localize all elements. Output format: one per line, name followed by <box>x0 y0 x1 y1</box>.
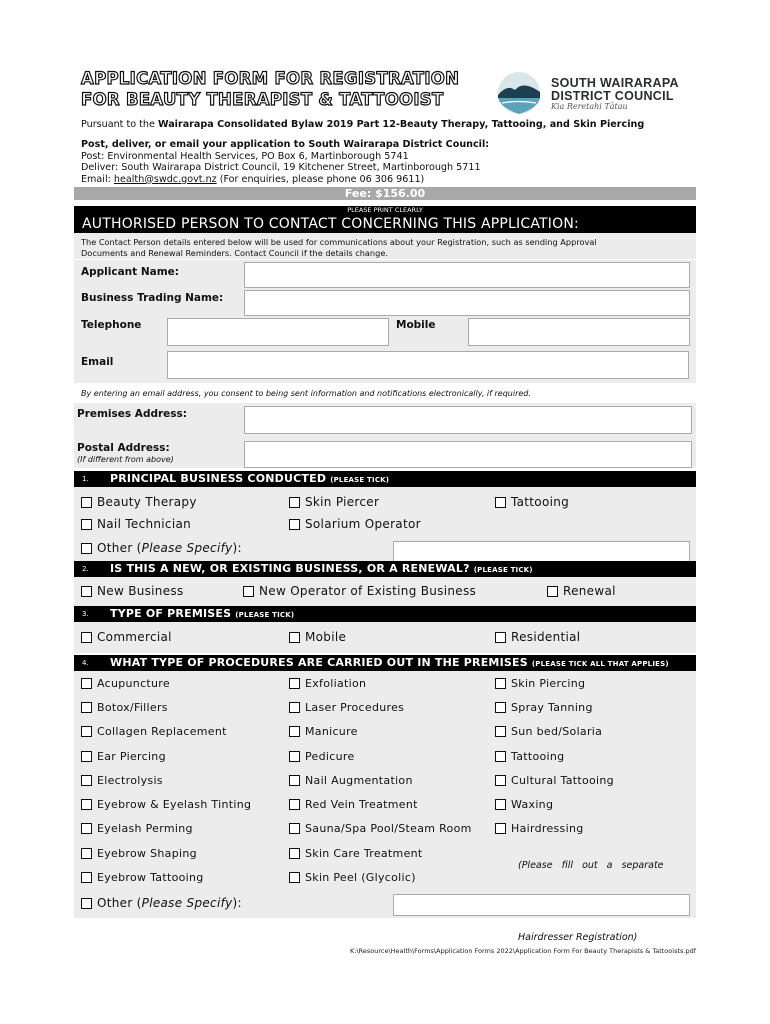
checkbox-residential[interactable] <box>495 630 580 644</box>
checkbox-box[interactable] <box>289 678 300 689</box>
hair-note-line-1: (Please fill out a separate <box>518 860 664 871</box>
procedure-label: Manicure <box>305 725 358 738</box>
section-1-title <box>110 471 389 488</box>
checkbox-box[interactable] <box>81 898 92 909</box>
checkbox-box[interactable] <box>289 751 300 762</box>
email-label: Email <box>81 356 114 368</box>
procedure-label: Sun bed/Solaria <box>511 725 603 738</box>
checkbox-box[interactable] <box>289 848 300 859</box>
section-2-tick-note: (PLEASE TICK) <box>473 566 533 574</box>
applicant-name-label: Applicant Name: <box>81 266 179 278</box>
section-3-header <box>74 606 696 622</box>
checkbox-acupuncture[interactable] <box>81 677 170 690</box>
checkbox-box[interactable] <box>289 632 300 643</box>
checkbox-box[interactable] <box>289 823 300 834</box>
procedure-label: Eyebrow Tattooing <box>97 871 204 884</box>
checkbox-cultural-tattooing[interactable] <box>495 774 614 787</box>
contact-desc-line-2: Documents and Renewal Reminders. Contact Council if the details change. <box>81 248 388 258</box>
section-1-header <box>74 471 696 487</box>
council-name-line-2: DISTRICT COUNCIL <box>551 89 674 103</box>
section-1-number: 1. <box>82 475 89 483</box>
procedure-label: Collagen Replacement <box>97 725 227 738</box>
checkbox-box[interactable] <box>495 632 506 643</box>
checkbox-box[interactable] <box>81 543 92 554</box>
checkbox-box[interactable] <box>81 726 92 737</box>
checkbox-box[interactable] <box>495 799 506 810</box>
hair-note-line-3: Hairdresser Registration) <box>518 932 638 943</box>
option-label: Beauty Therapy <box>97 495 197 509</box>
procedure-label: Electrolysis <box>97 774 163 787</box>
council-logo-icon <box>493 70 545 116</box>
procedure-label: Tattooing <box>511 750 565 763</box>
option-label: Nail Technician <box>97 517 192 531</box>
checkbox-sun-bed-solaria[interactable] <box>495 725 602 738</box>
checkbox-box[interactable] <box>495 823 506 834</box>
section-1-tick-note: (PLEASE TICK) <box>330 476 390 484</box>
checkbox-box[interactable] <box>81 678 92 689</box>
checkbox-eyelash-perming[interactable] <box>81 822 193 835</box>
checkbox-eyebrow-tattooing[interactable] <box>81 871 204 884</box>
checkbox-box[interactable] <box>81 702 92 713</box>
checkbox-new-operator[interactable] <box>243 584 476 598</box>
telephone-label: Telephone <box>81 319 142 331</box>
section-3-number: 3. <box>82 610 89 618</box>
checkbox-box[interactable] <box>289 799 300 810</box>
checkbox-skin-piercing[interactable] <box>495 677 585 690</box>
applicant-name-field[interactable] <box>244 262 690 288</box>
checkbox-box[interactable] <box>289 702 300 713</box>
checkbox-ear-piercing[interactable] <box>81 750 166 763</box>
procedure-label: Sauna/Spa Pool/Steam Room <box>305 822 472 835</box>
section-2-number: 2. <box>82 565 89 573</box>
checkbox-box[interactable] <box>81 775 92 786</box>
checkbox-beauty-therapy[interactable] <box>81 495 197 509</box>
procedure-label: Skin Piercing <box>511 677 586 690</box>
procedure-label: Skin Care Treatment <box>305 847 423 860</box>
business-name-field[interactable] <box>244 290 690 316</box>
procedure-label: Eyebrow & Eyelash Tinting <box>97 798 252 811</box>
option-label: New Business <box>97 584 184 598</box>
form-title <box>81 68 459 110</box>
procedure-label: Ear Piercing <box>97 750 166 763</box>
checkbox-box[interactable] <box>495 751 506 762</box>
file-path-footer: K:\Resource\Health\Forms\Application Forms 2022\Application Form For Beauty Therapists & Tattooists.pdf <box>350 947 696 955</box>
mobile-label: Mobile <box>396 319 436 331</box>
checkbox-solarium-operator[interactable] <box>289 517 421 531</box>
procedure-label: Laser Procedures <box>305 701 405 714</box>
checkbox-box[interactable] <box>289 775 300 786</box>
mobile-field[interactable] <box>468 318 690 346</box>
section-2-title <box>110 561 533 578</box>
procedure-label: Pedicure <box>305 750 355 763</box>
checkbox-hairdressing[interactable] <box>495 822 584 835</box>
option-label: Solarium Operator <box>305 517 421 531</box>
council-email-link[interactable]: health@swdc.govt.nz <box>113 173 217 185</box>
section-3-tick-note: (PLEASE TICK) <box>235 611 295 619</box>
email-prefix: Email: <box>81 173 114 185</box>
council-name <box>551 77 679 103</box>
checkbox-box[interactable] <box>81 799 92 810</box>
other-end: ): <box>232 541 242 555</box>
checkbox-tattooing[interactable] <box>495 750 564 763</box>
print-clearly-banner: PLEASE PRINT CLEARLY <box>74 206 696 215</box>
council-name-line-1: SOUTH WAIRARAPA <box>551 76 679 90</box>
telephone-field[interactable] <box>167 318 389 346</box>
section-4-title <box>110 655 669 672</box>
title-line-2: FOR BEAUTY THERAPIST & TATTOOIST <box>81 90 444 109</box>
checkbox-box[interactable] <box>243 586 254 597</box>
premises-address-field[interactable] <box>244 406 692 434</box>
other-end: ): <box>232 896 242 910</box>
checkbox-spray-tanning[interactable] <box>495 701 593 714</box>
procedure-label: Spray Tanning <box>511 701 593 714</box>
bylaw-reference: Wairarapa Consolidated Bylaw 2019 Part 12-Beauty Therapy, Tattooing, and Skin Piercing <box>157 119 645 130</box>
checkbox-commercial[interactable] <box>81 630 172 644</box>
option-label: Commercial <box>97 630 172 644</box>
procedure-label: Eyelash Perming <box>97 822 193 835</box>
checkbox-manicure[interactable] <box>289 725 358 738</box>
checkbox-botox-fillers[interactable] <box>81 701 168 714</box>
checkbox-eyebrow-eyelash-tinting[interactable] <box>81 798 251 811</box>
other-business-field[interactable] <box>393 541 690 563</box>
checkbox-red-vein-treatment[interactable] <box>289 798 418 811</box>
checkbox-nail-technician[interactable] <box>81 517 191 531</box>
fee-banner: Fee: $156.00 <box>74 187 696 200</box>
option-label: Mobile <box>305 630 347 644</box>
postal-address-label: Postal Address: <box>77 442 170 454</box>
title-line-1: APPLICATION FORM FOR REGISTRATION <box>81 69 460 88</box>
checkbox-electrolysis[interactable] <box>81 774 163 787</box>
other-specify: Please Specify <box>141 896 233 910</box>
checkbox-laser-procedures[interactable] <box>289 701 404 714</box>
procedure-label: Exfoliation <box>305 677 367 690</box>
premises-address-label: Premises Address: <box>77 408 187 420</box>
other-procedure-field[interactable] <box>393 894 690 916</box>
checkbox-nail-augmentation[interactable] <box>289 774 413 787</box>
council-tagline: Kia Reretahi Tātau <box>551 102 628 111</box>
checkbox-box[interactable] <box>81 632 92 643</box>
checkbox-eyebrow-shaping[interactable] <box>81 847 197 860</box>
procedure-label: Acupuncture <box>97 677 170 690</box>
other-specify: Please Specify <box>141 541 233 555</box>
option-label: New Operator of Existing Business <box>259 584 477 598</box>
email-field[interactable] <box>167 351 689 379</box>
procedure-label: Hairdressing <box>511 822 584 835</box>
option-label: Renewal <box>563 584 616 598</box>
email-suffix: (For enquiries, please phone 06 306 9611) <box>216 173 425 185</box>
checkbox-box[interactable] <box>495 497 506 508</box>
checkbox-box[interactable] <box>81 519 92 530</box>
procedure-label: Botox/Fillers <box>97 701 168 714</box>
checkbox-skin-care-treatment[interactable] <box>289 847 423 860</box>
checkbox-box[interactable] <box>495 678 506 689</box>
checkbox-box[interactable] <box>81 872 92 883</box>
section-2-title-text: IS THIS A NEW, OR EXISTING BUSINESS, OR A RENEWAL? <box>110 562 470 575</box>
email-line <box>81 174 489 186</box>
checkbox-renewal[interactable] <box>547 584 616 598</box>
checkbox-pedicure[interactable] <box>289 750 355 763</box>
option-label: Skin Piercer <box>305 495 380 509</box>
postal-address-note: (If different from above) <box>77 455 174 464</box>
checkbox-box[interactable] <box>289 872 300 883</box>
checkbox-other-business[interactable] <box>81 541 242 555</box>
business-name-label: Business Trading Name: <box>81 292 224 304</box>
section-4-header <box>74 655 696 671</box>
contact-heading: AUTHORISED PERSON TO CONTACT CONCERNING THIS APPLICATION: <box>74 215 696 233</box>
checkbox-collagen-replacement[interactable] <box>81 725 227 738</box>
section-3-title <box>110 606 294 623</box>
checkbox-box[interactable] <box>289 519 300 530</box>
checkbox-exfoliation[interactable] <box>289 677 366 690</box>
checkbox-mobile[interactable] <box>289 630 346 644</box>
checkbox-skin-peel-glycolic[interactable] <box>289 871 416 884</box>
procedure-label: Nail Augmentation <box>305 774 413 787</box>
checkbox-tattooing[interactable] <box>495 495 569 509</box>
checkbox-box[interactable] <box>81 823 92 834</box>
checkbox-new-business[interactable] <box>81 584 184 598</box>
contact-desc-line-1: The Contact Person details entered below will be used for communications about your Registration, such as sending Approval <box>81 237 597 247</box>
deliver-address: Deliver: South Wairarapa District Council, 19 Kitchener Street, Martinborough 5711 <box>81 162 481 174</box>
checkbox-box[interactable] <box>289 497 300 508</box>
procedure-label: Red Vein Treatment <box>305 798 418 811</box>
submission-info <box>81 139 489 185</box>
procedure-label: Cultural Tattooing <box>511 774 614 787</box>
other-label: Other ( <box>97 896 142 910</box>
pursuant-line <box>81 119 644 131</box>
divider <box>74 259 696 260</box>
option-label: Tattooing <box>511 495 570 509</box>
checkbox-skin-piercer[interactable] <box>289 495 379 509</box>
checkbox-box[interactable] <box>495 726 506 737</box>
checkbox-box[interactable] <box>81 751 92 762</box>
procedure-label: Eyebrow Shaping <box>97 847 197 860</box>
checkbox-box[interactable] <box>495 702 506 713</box>
submission-heading: Post, deliver, or email your application to South Wairarapa District Council: <box>81 139 490 150</box>
checkbox-box[interactable] <box>81 586 92 597</box>
checkbox-box[interactable] <box>289 726 300 737</box>
option-label: Residential <box>511 630 581 644</box>
checkbox-box[interactable] <box>81 848 92 859</box>
section-4-tick-note: (PLEASE TICK ALL THAT APPLIES) <box>531 660 669 668</box>
checkbox-box[interactable] <box>495 775 506 786</box>
pursuant-prefix: Pursuant to the <box>81 119 158 130</box>
other-label: Other ( <box>97 541 142 555</box>
section-1-title-text: PRINCIPAL BUSINESS CONDUCTED <box>110 472 327 485</box>
checkbox-other-procedure[interactable] <box>81 896 242 910</box>
section-3-title-text: TYPE OF PREMISES <box>110 607 232 620</box>
checkbox-waxing[interactable] <box>495 798 553 811</box>
checkbox-box[interactable] <box>547 586 558 597</box>
procedure-label: Skin Peel (Glycolic) <box>305 871 416 884</box>
procedure-label: Waxing <box>511 798 554 811</box>
post-address: Post: Environmental Health Services, PO Box 6, Martinborough 5741 <box>81 150 409 162</box>
email-consent-note: By entering an email address, you consent to being sent information and notifications electronically, if required. <box>81 389 531 398</box>
checkbox-sauna-spa-pool-steam-room[interactable] <box>289 822 472 835</box>
postal-address-field[interactable] <box>244 441 692 468</box>
section-4-number: 4. <box>82 659 89 667</box>
contact-description <box>81 237 689 259</box>
checkbox-box[interactable] <box>81 497 92 508</box>
section-4-title-text: WHAT TYPE OF PROCEDURES ARE CARRIED OUT IN THE PREMISES <box>110 656 528 669</box>
section-2-header <box>74 561 696 577</box>
